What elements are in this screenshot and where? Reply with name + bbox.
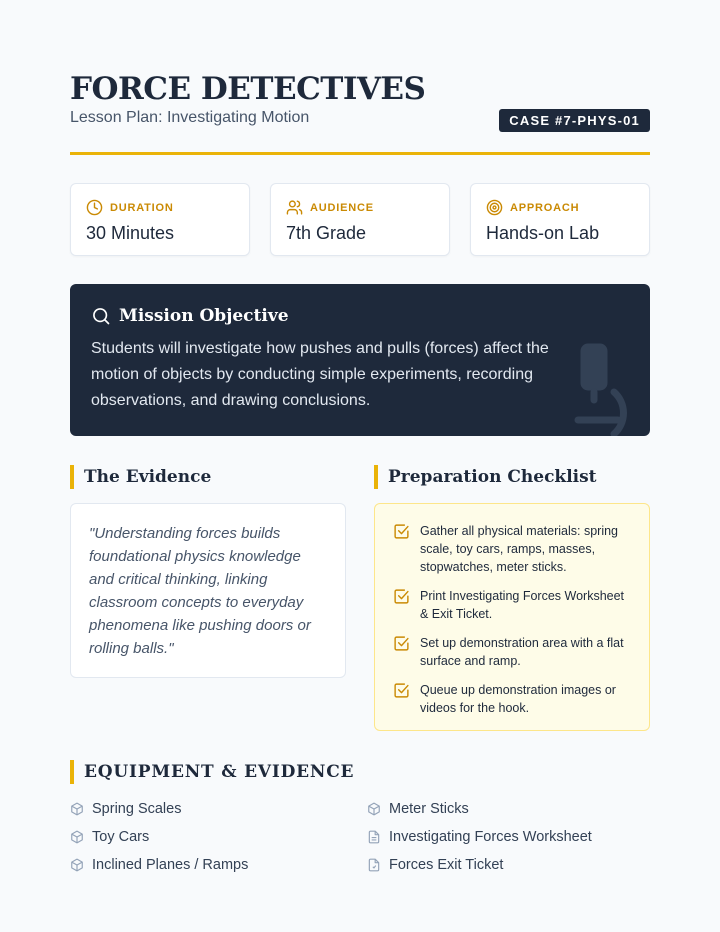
target-icon [486,199,503,216]
box-icon [367,802,381,816]
duration-label: DURATION [110,201,174,214]
mission-title: Mission Objective [119,306,289,326]
checklist-item[interactable] [393,634,631,670]
equipment-item-label: Meter Sticks [389,801,469,817]
evidence-title: The Evidence [84,467,212,487]
evidence-quote-box [70,503,346,678]
checkbox-checked-icon[interactable] [393,523,410,540]
evidence-quote: "Understanding forces builds foundational physics knowledge and critical thinking, linking classroom concepts to everyday phenomena like pushing doors or rolling balls." [89,525,311,657]
header-divider [70,152,650,155]
case-badge: CASE #7-PHYS-01 [499,109,650,132]
equipment-list [70,800,650,874]
list-item [70,828,367,846]
list-item [70,800,367,818]
checklist-item-text: Print Investigating Forces Worksheet & Exit Ticket. [420,589,625,621]
equipment-item-label: Investigating Forces Worksheet [389,829,592,845]
approach-value: Hands-on Lab [486,223,600,243]
users-icon [286,199,303,216]
duration-value: 30 Minutes [86,223,175,243]
equipment-heading [70,760,354,784]
checkbox-checked-icon[interactable] [393,682,410,699]
box-icon [70,858,84,872]
info-cards [70,183,650,256]
checkbox-checked-icon[interactable] [393,588,410,605]
audience-value: 7th Grade [286,223,367,243]
document-icon [367,858,381,872]
page-header [70,70,650,127]
checklist-item[interactable] [393,681,631,717]
checklist-item-text: Set up demonstration area with a flat surface and ramp. [420,636,624,668]
list-item [70,856,367,874]
mission-objective [70,284,650,436]
approach-label: APPROACH [510,201,580,214]
checkbox-checked-icon[interactable] [393,635,410,652]
checklist-heading [374,465,597,489]
evidence-heading [70,465,211,489]
equipment-item-label: Toy Cars [92,829,150,845]
document-icon [367,830,381,844]
equipment-item-label: Forces Exit Ticket [389,857,504,873]
search-icon [91,306,111,326]
list-item [367,800,650,818]
list-item [367,856,650,874]
preparation-checklist [374,503,650,731]
checklist-item[interactable] [393,587,631,623]
checklist-item[interactable] [393,522,631,576]
clock-icon [86,199,103,216]
box-icon [70,830,84,844]
checklist-title: Preparation Checklist [388,467,597,487]
checklist-item-text: Queue up demonstration images or videos for the hook. [420,683,616,715]
page-title: FORCE DETECTIVES [70,71,426,107]
equipment-item-label: Spring Scales [92,801,182,817]
equipment-item-label: Inclined Planes / Ramps [92,857,249,873]
list-item [367,828,650,846]
audience-label: AUDIENCE [310,201,374,214]
page-subtitle: Lesson Plan: Investigating Motion [70,109,310,126]
duration-card [70,183,250,256]
equipment-title: EQUIPMENT & EVIDENCE [84,762,355,782]
box-icon [70,802,84,816]
checklist-item-text: Gather all physical materials: spring scale, toy cars, ramps, masses, stopwatches, meter sticks. [420,524,618,574]
approach-card [470,183,650,256]
mission-text: Students will investigate how pushes and pulls (forces) affect the motion of objects by conducting simple experiments, recording observations, and drawing conclusions. [91,340,549,409]
audience-card [270,183,450,256]
